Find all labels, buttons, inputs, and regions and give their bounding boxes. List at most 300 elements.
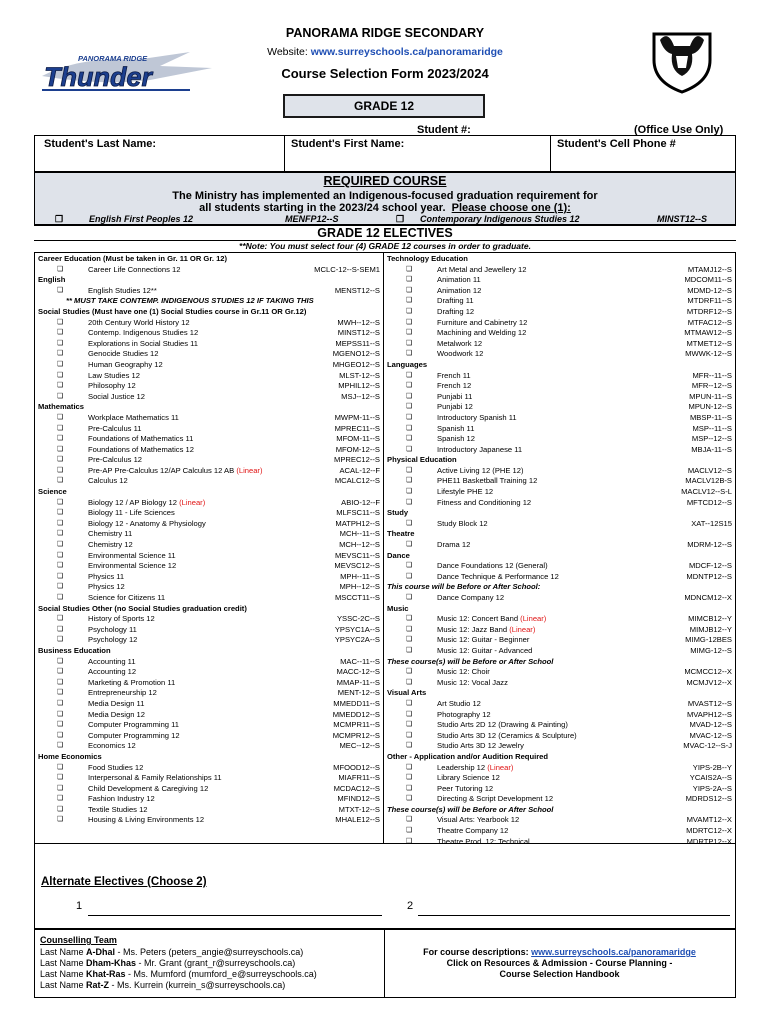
course-code: MEVSC11--S — [334, 550, 380, 560]
course-name: Leadership 12 (Linear) — [437, 762, 514, 772]
checkbox-icon[interactable]: ❏ — [406, 721, 413, 729]
course-code: XAT--12S15 — [691, 518, 732, 528]
course-row[interactable] — [387, 572, 732, 583]
course-code: MACLV12--S — [687, 465, 732, 475]
course-code: MLST-12--S — [339, 370, 380, 380]
checkbox-icon[interactable]: ❏ — [57, 530, 64, 538]
course-code: MCH--12--S — [339, 540, 380, 550]
course-name: Career Life Connections 12 — [88, 264, 181, 274]
category-heading: Dance — [387, 550, 410, 560]
last-name-field[interactable]: Student's Last Name: — [44, 138, 157, 150]
course-row[interactable] — [387, 667, 732, 678]
course-name: Music 12: Concert Band (Linear) — [437, 614, 547, 624]
course-row[interactable] — [38, 561, 380, 572]
checkbox-icon[interactable]: ❏ — [57, 551, 64, 559]
checkbox-icon[interactable]: ❏ — [57, 360, 64, 368]
checkbox-icon[interactable]: ❏ — [57, 731, 64, 739]
cell-phone-field[interactable]: Student's Cell Phone # — [557, 138, 676, 150]
checkbox-icon[interactable]: ❏ — [406, 668, 413, 676]
course-code: MCMJV12--X — [686, 677, 732, 687]
course-name: Biology 12 / AP Biology 12 (Linear) — [88, 497, 206, 507]
course-row[interactable] — [38, 794, 380, 805]
course-code: MCDAC12--S — [333, 783, 380, 793]
checkbox-icon[interactable]: ❏ — [406, 286, 413, 294]
course-code: MMEDD11--S — [333, 698, 380, 708]
course-code: MBJA-11--S — [691, 444, 732, 454]
course-name: Pre-Calculus 11 — [88, 423, 142, 433]
course-row[interactable] — [38, 455, 380, 466]
course-row[interactable] — [38, 371, 380, 382]
checkbox-icon[interactable]: ❏ — [57, 689, 64, 697]
course-code: MWWK-12--S — [685, 349, 732, 359]
course-row[interactable] — [38, 328, 380, 339]
course-row[interactable] — [38, 413, 380, 424]
course-code: MCH--11--S — [339, 529, 380, 539]
checkbox-icon[interactable]: ❏ — [406, 488, 413, 496]
category-heading: Technology Education — [387, 254, 468, 263]
checkbox-icon[interactable]: ❏ — [57, 350, 64, 358]
course-row[interactable] — [38, 445, 380, 456]
course-code: MIMCB12--Y — [688, 614, 732, 624]
course-row[interactable] — [387, 720, 732, 731]
course-row[interactable] — [387, 784, 732, 795]
course-code: MDNCM12--X — [684, 593, 732, 602]
course-name: Peer Tutoring 12 — [437, 783, 494, 793]
course-row[interactable] — [387, 476, 732, 487]
checkbox-icon[interactable]: ❏ — [406, 350, 413, 358]
course-row[interactable] — [387, 625, 732, 636]
course-row[interactable] — [387, 678, 732, 689]
checkbox-icon[interactable]: ❏ — [57, 636, 64, 644]
course-row[interactable] — [387, 826, 732, 837]
checkbox-icon[interactable]: ❏ — [406, 594, 413, 601]
course-row[interactable] — [38, 476, 380, 487]
linear-tag: (Linear) — [509, 624, 536, 634]
website-link[interactable]: www.surreyschools.ca/panoramaridge — [310, 46, 503, 58]
course-code: MDMD-12--S — [687, 285, 732, 295]
course-row[interactable] — [387, 614, 732, 625]
course-name: Food Studies 12 — [88, 762, 144, 772]
checkbox-icon[interactable]: ❏ — [57, 318, 64, 326]
course-code: MHALE12--S — [335, 815, 380, 825]
checkbox-icon[interactable]: ❏ — [57, 763, 64, 771]
checkbox-icon[interactable]: ❏ — [406, 424, 413, 432]
course-row[interactable] — [387, 445, 732, 456]
checkbox-icon[interactable]: ❏ — [57, 519, 64, 527]
checkbox-icon[interactable]: ❏ — [406, 625, 413, 633]
course-row[interactable] — [38, 508, 380, 519]
course-row[interactable] — [387, 710, 732, 721]
course-name: Fashion Industry 12 — [88, 794, 155, 804]
course-name: Psychology 11 — [88, 624, 137, 634]
viking-crest-icon — [648, 26, 716, 94]
course-name: Foundations of Mathematics 12 — [88, 444, 194, 454]
course-code: MTFAC12--S — [687, 317, 732, 327]
checkbox-icon[interactable]: ❏ — [57, 710, 64, 718]
linear-tag: (Linear) — [179, 497, 206, 507]
checkbox-icon[interactable]: ❐ — [55, 214, 64, 224]
course-name: French 11 — [437, 370, 471, 380]
course-code: YIPS-2B--Y — [692, 762, 732, 772]
course-row[interactable] — [38, 710, 380, 721]
course-row[interactable] — [387, 371, 732, 382]
alternate-1-line[interactable] — [88, 915, 382, 916]
checkbox-icon[interactable]: ❏ — [406, 307, 413, 315]
course-name: Social Justice 12 — [88, 391, 145, 401]
checkbox-icon[interactable]: ❏ — [406, 371, 413, 379]
required-message-2: all students starting in the 2023/24 school year. Please choose one (1): — [199, 202, 571, 214]
course-code: MFOOD12--S — [333, 762, 380, 772]
checkbox-icon[interactable]: ❏ — [406, 498, 413, 506]
course-name: Pre-Calculus 12 — [88, 455, 143, 465]
checkbox-icon[interactable]: ❏ — [57, 265, 64, 273]
course-row[interactable] — [38, 625, 380, 636]
course-name: Drafting 12 — [437, 306, 475, 316]
course-row[interactable] — [38, 360, 380, 371]
alternate-1-number: 1 — [76, 900, 83, 912]
first-name-field[interactable]: Student's First Name: — [291, 138, 405, 150]
checkbox-icon[interactable]: ❏ — [406, 276, 413, 284]
course-name: Furniture and Cabinetry 12 — [437, 317, 528, 327]
checkbox-icon[interactable]: ❏ — [57, 456, 64, 464]
checkbox-icon[interactable]: ❏ — [57, 678, 64, 686]
course-code: MEPSS11--S — [335, 338, 380, 348]
category-heading: Theatre — [387, 529, 415, 539]
course-code: MDCF-12--S — [688, 561, 732, 571]
course-row[interactable] — [387, 307, 732, 318]
checkbox-icon[interactable]: ❏ — [406, 541, 413, 549]
checkbox-icon[interactable]: ❏ — [406, 318, 413, 326]
category-heading: Other - Application and/or Audition Required — [387, 751, 549, 761]
checkbox-icon[interactable]: ❏ — [406, 636, 413, 644]
svg-text:Thunder: Thunder — [44, 62, 152, 92]
checkbox-icon[interactable]: ❏ — [57, 805, 64, 813]
course-name: Theatre Company 12 — [437, 826, 509, 836]
course-row[interactable] — [387, 466, 732, 477]
course-row[interactable] — [38, 815, 380, 826]
course-row[interactable] — [387, 265, 732, 276]
course-name: Housing & Living Environments 12 — [88, 815, 205, 825]
checkbox-icon[interactable]: ❏ — [406, 731, 413, 739]
course-name: Metalwork 12 — [437, 338, 483, 348]
course-row[interactable] — [387, 593, 732, 604]
checkbox-icon[interactable]: ❏ — [406, 339, 413, 347]
checkbox-icon[interactable]: ❏ — [406, 795, 413, 803]
course-row[interactable] — [387, 286, 732, 297]
course-row[interactable] — [387, 424, 732, 435]
checkbox-icon[interactable]: ❏ — [406, 678, 413, 686]
electives-heading: GRADE 12 ELECTIVES — [34, 225, 736, 241]
course-code: MAC--11--S — [340, 656, 380, 666]
checkbox-icon[interactable]: ❏ — [57, 572, 64, 580]
course-row[interactable] — [387, 646, 732, 657]
course-row[interactable] — [387, 561, 732, 572]
course-code: MWH--12--S — [337, 317, 380, 327]
course-row[interactable] — [38, 381, 380, 392]
checkbox-icon[interactable]: ❏ — [57, 583, 64, 591]
course-code: MPREC11--S — [334, 423, 380, 433]
course-row[interactable] — [38, 741, 380, 752]
checkbox-icon[interactable]: ❏ — [406, 827, 413, 835]
course-name: Art Metal and Jewellery 12 — [437, 264, 527, 274]
category-heading: Mathematics — [38, 402, 85, 412]
alternates-heading: Alternate Electives (Choose 2) — [41, 876, 207, 888]
course-row[interactable] — [387, 349, 732, 360]
course-code: YCAIS2A--S — [689, 773, 732, 783]
course-row[interactable] — [38, 667, 380, 678]
course-code: MPUN-12--S — [688, 402, 732, 412]
checkbox-icon[interactable]: ❏ — [406, 763, 413, 771]
checkbox-icon[interactable]: ❏ — [57, 466, 64, 474]
course-row[interactable] — [38, 392, 380, 403]
course-code: MVAC-12--S — [689, 730, 732, 740]
form-title: Course Selection Form 2023/2024 — [281, 66, 489, 81]
course-name: Genocide Studies 12 — [88, 349, 159, 359]
course-row[interactable] — [387, 519, 732, 530]
checkbox-icon[interactable]: ❏ — [406, 519, 413, 527]
course-code: MACLV12--S-L — [681, 487, 732, 497]
course-row[interactable] — [387, 328, 732, 339]
checkbox-icon[interactable]: ❏ — [57, 509, 64, 517]
course-name: Spanish 12 — [437, 434, 475, 444]
course-row[interactable] — [387, 402, 732, 413]
descriptions-line-3: Course Selection Handbook — [499, 969, 620, 979]
descriptions-line-1: For course descriptions: www.surreyschools.ca/panoramaridge — [423, 947, 696, 957]
course-row[interactable] — [38, 572, 380, 583]
checkbox-icon[interactable]: ❏ — [406, 837, 413, 845]
course-code: MDRDS12--S — [685, 794, 732, 804]
course-code: MTMET12--S — [686, 338, 732, 348]
checkbox-icon[interactable]: ❏ — [406, 382, 413, 390]
checkbox-icon[interactable]: ❏ — [406, 265, 413, 273]
course-name: Entrepreneurship 12 — [88, 688, 157, 698]
course-row[interactable] — [38, 318, 380, 329]
checkbox-icon[interactable]: ❏ — [57, 742, 64, 750]
course-row[interactable] — [387, 763, 732, 774]
checkbox-icon[interactable]: ❏ — [57, 382, 64, 390]
course-row[interactable] — [387, 318, 732, 329]
checkbox-icon[interactable]: ❏ — [406, 615, 413, 623]
electives-note: **Note: You must select four (4) GRADE 12 courses in order to graduate. — [239, 241, 531, 251]
course-code: MPH--12--S — [339, 582, 380, 592]
course-row[interactable] — [38, 731, 380, 742]
course-row[interactable] — [38, 582, 380, 593]
course-name: Philosophy 12 — [88, 381, 136, 391]
checkbox-icon[interactable]: ❏ — [57, 657, 64, 665]
checkbox-icon[interactable]: ❏ — [57, 413, 64, 421]
checkbox-icon[interactable]: ❏ — [57, 477, 64, 485]
course-row[interactable] — [38, 593, 380, 604]
course-name: Accounting 11 — [88, 656, 136, 666]
course-code: MDRTP12--X — [686, 836, 732, 846]
checkbox-icon[interactable]: ❏ — [57, 795, 64, 803]
checkbox-icon[interactable]: ❏ — [406, 297, 413, 305]
course-row[interactable] — [387, 741, 732, 752]
course-row[interactable] — [38, 699, 380, 710]
course-name: Machining and Welding 12 — [437, 328, 527, 338]
course-name: Psychology 12 — [88, 635, 138, 645]
checkbox-icon[interactable]: ❏ — [406, 392, 413, 400]
descriptions-link[interactable]: www.surreyschools.ca/panoramaridge — [531, 947, 696, 957]
course-name: Dance Technique & Performance 12 — [437, 571, 559, 581]
course-name: Punjabi 12 — [437, 402, 473, 412]
course-row[interactable] — [38, 519, 380, 530]
course-row[interactable] — [38, 688, 380, 699]
course-name: English Studies 12** — [88, 285, 157, 295]
course-row[interactable] — [38, 466, 380, 477]
course-row[interactable] — [38, 720, 380, 731]
checkbox-icon[interactable]: ❏ — [406, 784, 413, 792]
course-row[interactable] — [387, 731, 732, 742]
checkbox-icon[interactable]: ❏ — [406, 742, 413, 750]
course-code: YPSYC1A--S — [334, 624, 380, 634]
checkbox-icon[interactable]: ❏ — [406, 329, 413, 337]
office-use-label: (Office Use Only) — [634, 124, 724, 136]
checkbox-icon[interactable]: ❏ — [406, 562, 413, 570]
category-heading: Social Studies (Must have one (1) Social Studies course in Gr.11 OR Gr.12) — [38, 306, 307, 316]
checkbox-icon[interactable]: ❏ — [406, 435, 413, 443]
course-row[interactable] — [38, 763, 380, 774]
checkbox-icon[interactable]: ❏ — [406, 774, 413, 782]
checkbox-icon[interactable]: ❏ — [57, 615, 64, 623]
checkbox-icon[interactable]: ❏ — [406, 403, 413, 411]
course-name: Introductory Japanese 11 — [437, 444, 523, 454]
alternate-2-line[interactable] — [418, 915, 730, 916]
course-code: MTAMJ12--S — [687, 264, 732, 274]
course-name: Dance Company 12 — [437, 593, 505, 602]
course-name: Environmental Science 12 — [88, 561, 177, 571]
course-code: MDCOM11--S — [684, 275, 732, 285]
course-name: Studio Arts 3D 12 (Ceramics & Sculpture) — [437, 730, 577, 740]
checkbox-icon[interactable]: ❏ — [57, 784, 64, 792]
course-row[interactable] — [387, 275, 732, 286]
course-name: Pre-AP Pre-Calculus 12/AP Calculus 12 AB (Linear) — [88, 465, 263, 475]
course-row[interactable] — [38, 678, 380, 689]
course-code: MMEDD12--S — [332, 709, 380, 719]
checkbox-icon[interactable]: ❏ — [57, 668, 64, 676]
course-row[interactable] — [38, 657, 380, 668]
checkbox-icon[interactable]: ❐ — [396, 214, 405, 224]
course-name: Human Geography 12 — [88, 359, 163, 369]
student-number-label: Student #: — [417, 124, 471, 136]
website-line: Website: www.surreyschools.ca/panoramaridge — [267, 46, 503, 58]
linear-tag: (Linear) — [520, 614, 547, 624]
linear-tag: (Linear) — [236, 465, 263, 475]
checkbox-icon[interactable]: ❏ — [406, 572, 413, 580]
course-row[interactable] — [38, 434, 380, 445]
course-row[interactable] — [387, 296, 732, 307]
checkbox-icon[interactable]: ❏ — [406, 646, 413, 654]
course-row[interactable] — [38, 349, 380, 360]
course-row[interactable] — [387, 487, 732, 498]
course-name: History of Sports 12 — [88, 614, 155, 624]
course-row[interactable] — [38, 540, 380, 551]
left-course-column — [38, 254, 380, 826]
course-code: YSSC-2C--S — [336, 614, 380, 624]
checkbox-icon[interactable]: ❏ — [57, 392, 64, 400]
required-course-section — [34, 172, 736, 225]
checkbox-icon[interactable]: ❏ — [406, 445, 413, 453]
course-row[interactable] — [387, 773, 732, 784]
checkbox-icon[interactable]: ❏ — [57, 774, 64, 782]
course-row[interactable] — [38, 339, 380, 350]
course-name: Physics 12 — [88, 582, 125, 592]
checkbox-icon[interactable]: ❏ — [406, 710, 413, 718]
category-heading: Social Studies Other (no Social Studies graduation credit) — [38, 603, 247, 613]
course-name: Chemistry 12 — [88, 540, 133, 550]
checkbox-icon[interactable]: ❏ — [57, 498, 64, 506]
course-code: MFOM-11--S — [336, 434, 380, 444]
checkbox-icon[interactable]: ❏ — [57, 371, 64, 379]
checkbox-icon[interactable]: ❏ — [406, 466, 413, 474]
checkbox-icon[interactable]: ❏ — [57, 541, 64, 549]
checkbox-icon[interactable]: ❏ — [406, 699, 413, 707]
course-row[interactable] — [387, 699, 732, 710]
course-row[interactable] — [387, 413, 732, 424]
course-row[interactable] — [387, 498, 732, 509]
course-name: Studio Arts 2D 12 (Drawing & Painting) — [437, 720, 568, 730]
course-row[interactable] — [38, 265, 380, 276]
course-row[interactable] — [387, 794, 732, 805]
checkbox-icon[interactable]: ❏ — [406, 816, 413, 824]
course-code: MDNTP12--S — [686, 571, 732, 581]
checkbox-icon[interactable]: ❏ — [57, 721, 64, 729]
course-row[interactable] — [387, 339, 732, 350]
course-code: MSJ--12--S — [341, 391, 380, 401]
course-row[interactable] — [387, 635, 732, 646]
checkbox-icon[interactable]: ❏ — [57, 625, 64, 633]
checkbox-icon[interactable]: ❏ — [57, 339, 64, 347]
course-name: Music 12: Guitar - Advanced — [437, 645, 533, 655]
course-row[interactable] — [387, 392, 732, 403]
descriptions-line-2: Click on Resources & Admission - Course Planning - — [446, 958, 673, 968]
course-row[interactable] — [38, 784, 380, 795]
course-row[interactable] — [38, 498, 380, 509]
checkbox-icon[interactable]: ❏ — [406, 413, 413, 421]
category-heading: Career Education (Must be taken in Gr. 11 OR Gr. 12) — [38, 254, 228, 263]
course-name: Drafting 11 — [437, 296, 474, 306]
grade-label: GRADE 12 — [283, 94, 485, 118]
course-row[interactable] — [38, 635, 380, 646]
course-row[interactable] — [38, 529, 380, 540]
course-row[interactable] — [38, 286, 380, 297]
course-code: MBSP-11--S — [689, 412, 732, 422]
checkbox-icon[interactable]: ❏ — [57, 594, 64, 601]
checkbox-icon[interactable]: ❏ — [406, 477, 413, 485]
course-name: Economics 12 — [88, 741, 136, 751]
course-code: MCLC-12--S-SEM1 — [314, 264, 380, 274]
checkbox-icon[interactable]: ❏ — [57, 424, 64, 432]
course-row[interactable] — [387, 815, 732, 826]
course-row[interactable] — [387, 381, 732, 392]
course-row[interactable] — [38, 614, 380, 625]
checkbox-icon[interactable]: ❏ — [57, 286, 64, 294]
checkbox-icon[interactable]: ❏ — [57, 329, 64, 337]
checkbox-icon[interactable]: ❏ — [57, 699, 64, 707]
course-row[interactable] — [38, 424, 380, 435]
course-row[interactable] — [38, 773, 380, 784]
course-code: MMAP-11--S — [336, 677, 380, 687]
checkbox-icon[interactable]: ❏ — [57, 562, 64, 570]
course-name: Art Studio 12 — [437, 698, 481, 708]
checkbox-icon[interactable]: ❏ — [57, 816, 64, 824]
course-row[interactable] — [38, 805, 380, 816]
checkbox-icon[interactable]: ❏ — [57, 445, 64, 453]
checkbox-icon[interactable]: ❏ — [57, 435, 64, 443]
course-row[interactable] — [387, 540, 732, 551]
course-row[interactable] — [38, 551, 380, 562]
course-row[interactable] — [387, 434, 732, 445]
